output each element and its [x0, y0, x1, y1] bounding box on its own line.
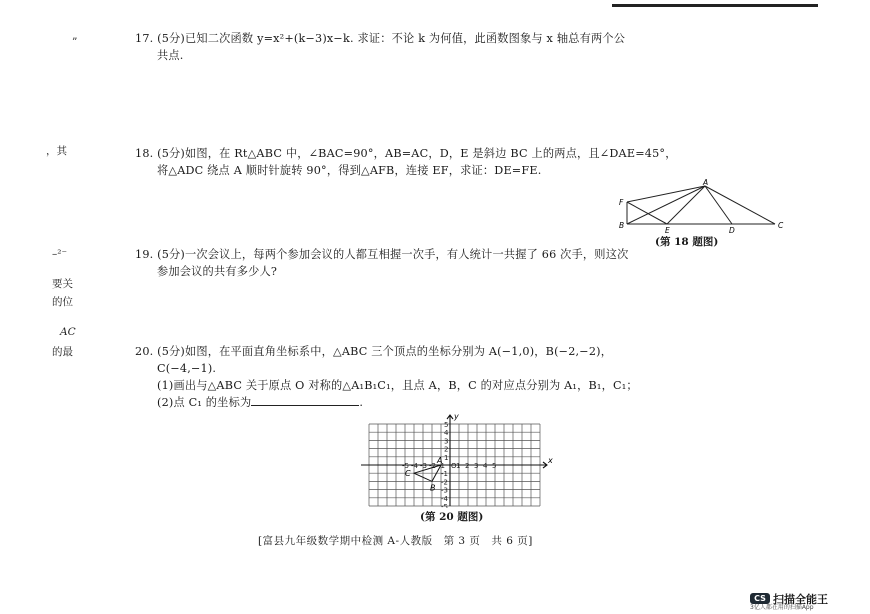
- x-tick-label: 4: [483, 462, 488, 470]
- question-20-line-2: C(−4,−1).: [157, 362, 217, 375]
- x-tick-label: 5: [492, 462, 497, 470]
- point-label-B: B: [430, 483, 436, 493]
- x-tick-label: -5: [402, 462, 409, 470]
- question-20-part-2-suffix: .: [359, 396, 364, 409]
- point-label-A: A: [703, 178, 709, 187]
- point-label-C: C: [778, 221, 784, 230]
- question-17-line-1: 17. (5分)已知二次函数 y=x²+(k−3)x−k. 求证：不论 k 为何值，此函数图象与 x 轴总有两个公: [135, 32, 626, 45]
- segment-AB: [627, 186, 705, 224]
- y-tick-label: -3: [441, 486, 448, 495]
- figure-20-caption: (第 20 题图): [420, 511, 484, 523]
- margin-fragment: 要关: [52, 278, 73, 290]
- y-tick-label: -2: [441, 478, 448, 487]
- segment-AF: [627, 186, 705, 202]
- question-18-line-1: 18. (5分)如图，在 Rt△ABC 中，∠BAC=90°，AB=AC，D，E 是斜边 BC 上的两点，且∠DAE=45°，: [135, 147, 677, 160]
- y-tick-label: 2: [444, 445, 449, 454]
- segment-AD: [705, 186, 732, 224]
- x-tick-label: -4: [411, 462, 418, 470]
- figure-18-caption: (第 18 题图): [655, 236, 719, 248]
- y-tick-label: 3: [444, 437, 449, 446]
- top-rule: [612, 4, 818, 7]
- question-19-line-2: 参加会议的共有多少人?: [157, 265, 278, 278]
- segment-AC: [705, 186, 775, 224]
- point-label-E: E: [665, 226, 670, 234]
- x-tick-label: -2: [429, 462, 436, 470]
- y-tick-label: 4: [444, 429, 449, 438]
- y-axis-label: y: [454, 412, 459, 421]
- scanner-logo: [750, 588, 828, 611]
- x-tick-label: -3: [420, 462, 427, 470]
- x-tick-label: -1: [438, 462, 445, 470]
- figure-20-coordinate-grid: [357, 412, 555, 508]
- question-18-line-2: 将△ADC 绕点 A 顺时针旋转 90°，得到△AFB，连接 EF，求证：DE=FE.: [157, 164, 542, 177]
- question-17-line-2: 共点.: [157, 49, 184, 62]
- y-tick-label: -5: [441, 503, 448, 508]
- margin-fragment: –²⁻: [52, 248, 68, 260]
- y-tick-label: 1: [444, 453, 449, 462]
- question-19-line-1: 19. (5分)一次会议上，每两个参加会议的人都互相握一次手，有人统计一共握了 66 次手，则这次: [135, 248, 629, 261]
- margin-fragment: 的位: [52, 296, 73, 308]
- margin-fragment: ，其: [46, 145, 67, 157]
- x-tick-label: 3: [474, 462, 479, 470]
- y-tick-label: 5: [444, 421, 449, 429]
- question-20-line-1: 20. (5分)如图，在平面直角坐标系中，△ABC 三个顶点的坐标分别为 A(−1,0)，B(−2,−2)，: [135, 345, 613, 358]
- y-tick-label: -4: [441, 494, 448, 503]
- question-20-line-3: (1)画出与△ABC 关于原点 O 对称的△A₁B₁C₁，且点 A，B，C 的对应点分别为 A₁，B₁，C₁；: [157, 379, 638, 392]
- margin-fragment: 的最: [52, 346, 73, 358]
- point-label-C: C: [405, 469, 411, 479]
- logo-name: 扫描全能王: [773, 592, 828, 606]
- margin-fragment: AC: [60, 326, 76, 338]
- segment-AE: [667, 186, 705, 224]
- logo-badge-icon: CS: [750, 593, 770, 604]
- point-label-F: F: [619, 198, 624, 207]
- margin-fragment: ”: [72, 36, 78, 48]
- x-tick-label: O: [451, 462, 457, 470]
- x-axis-label: x: [548, 456, 553, 465]
- point-label-B: B: [619, 221, 625, 230]
- point-label-D: D: [729, 226, 735, 234]
- page-footer: [富县九年级数学期中检测 A-人教版 第 3 页 共 6 页]: [258, 535, 533, 547]
- x-tick-label: 2: [465, 462, 470, 470]
- y-tick-label: -1: [441, 470, 448, 479]
- x-tick-label: 1: [456, 462, 461, 470]
- question-20-line-4: [157, 394, 363, 411]
- point-label-A: A: [437, 456, 443, 465]
- logo-subtitle: 3亿人都在用的扫描App: [750, 604, 814, 611]
- figure-18-diagram: [615, 178, 790, 234]
- answer-blank[interactable]: [251, 394, 359, 406]
- question-20-part-2-prefix: (2)点 C₁ 的坐标为: [157, 396, 252, 409]
